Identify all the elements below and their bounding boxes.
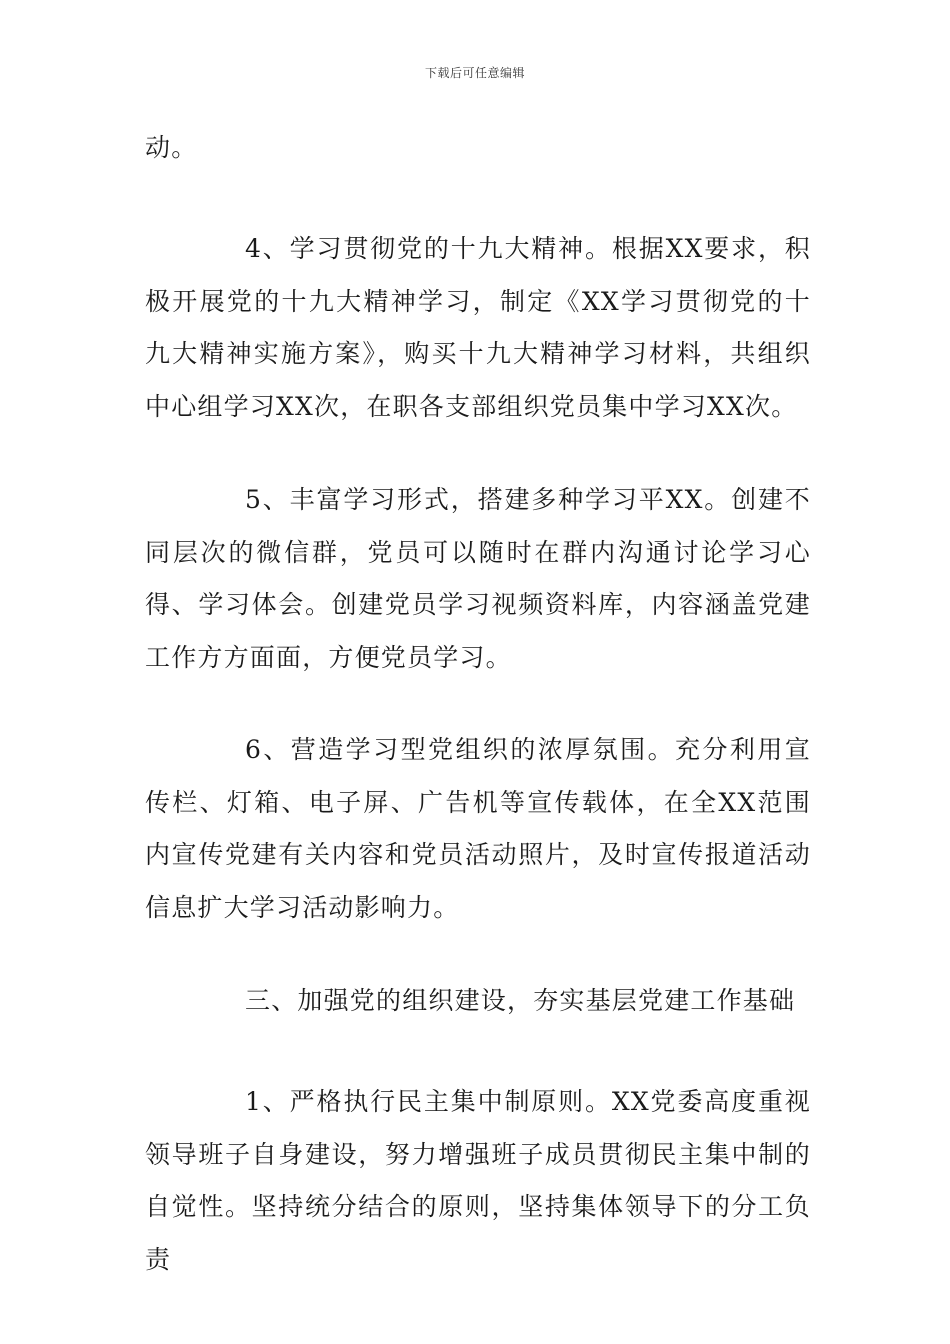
paragraph-learning-atmosphere <box>145 724 811 934</box>
paragraph-study-forms <box>145 474 811 684</box>
section-heading-text: 三、加强党的组织建设，夯实基层党建工作基础 <box>245 986 796 1015</box>
paragraph-text: 动。 <box>145 133 198 162</box>
section-heading-organization <box>145 975 811 1028</box>
paragraph-continuation <box>145 122 811 175</box>
paragraph-text: 5、丰富学习形式，搭建多种学习平XX。创建不同层次的微信群，党员可以随时在群内沟通讨论学习心得、学习体会。创建党员学习视频资料库，内容涵盖党建工作方方面面，方便党员学习。 <box>145 485 811 672</box>
page-header-note: 下载后可任意编辑 <box>424 66 525 80</box>
paragraph-text: 1、严格执行民主集中制原则。XX党委高度重视领导班子自身建设，努力增强班子成员贯彻民主集中制的自觉性。坚持统分结合的原则，坚持集体领导下的分工负责 <box>145 1087 811 1274</box>
paragraph-study-nineteenth-congress <box>145 223 811 433</box>
paragraph-text: 4、学习贯彻党的十九大精神。根据XX要求，积极开展党的十九大精神学习，制定《XX学习贯彻党的十九大精神实施方案》，购买十九大精神学习材料，共组织中心组学习XX次，在职各支部组织党员集中学习XX次。 <box>145 234 811 421</box>
paragraph-text: 6、营造学习型党组织的浓厚氛围。充分利用宣传栏、灯箱、电子屏、广告机等宣传载体，在全XX范围内宣传党建有关内容和党员活动照片，及时宣传报道活动信息扩大学习活动影响力。 <box>145 735 811 922</box>
paragraph-democratic-centralism <box>145 1076 811 1286</box>
